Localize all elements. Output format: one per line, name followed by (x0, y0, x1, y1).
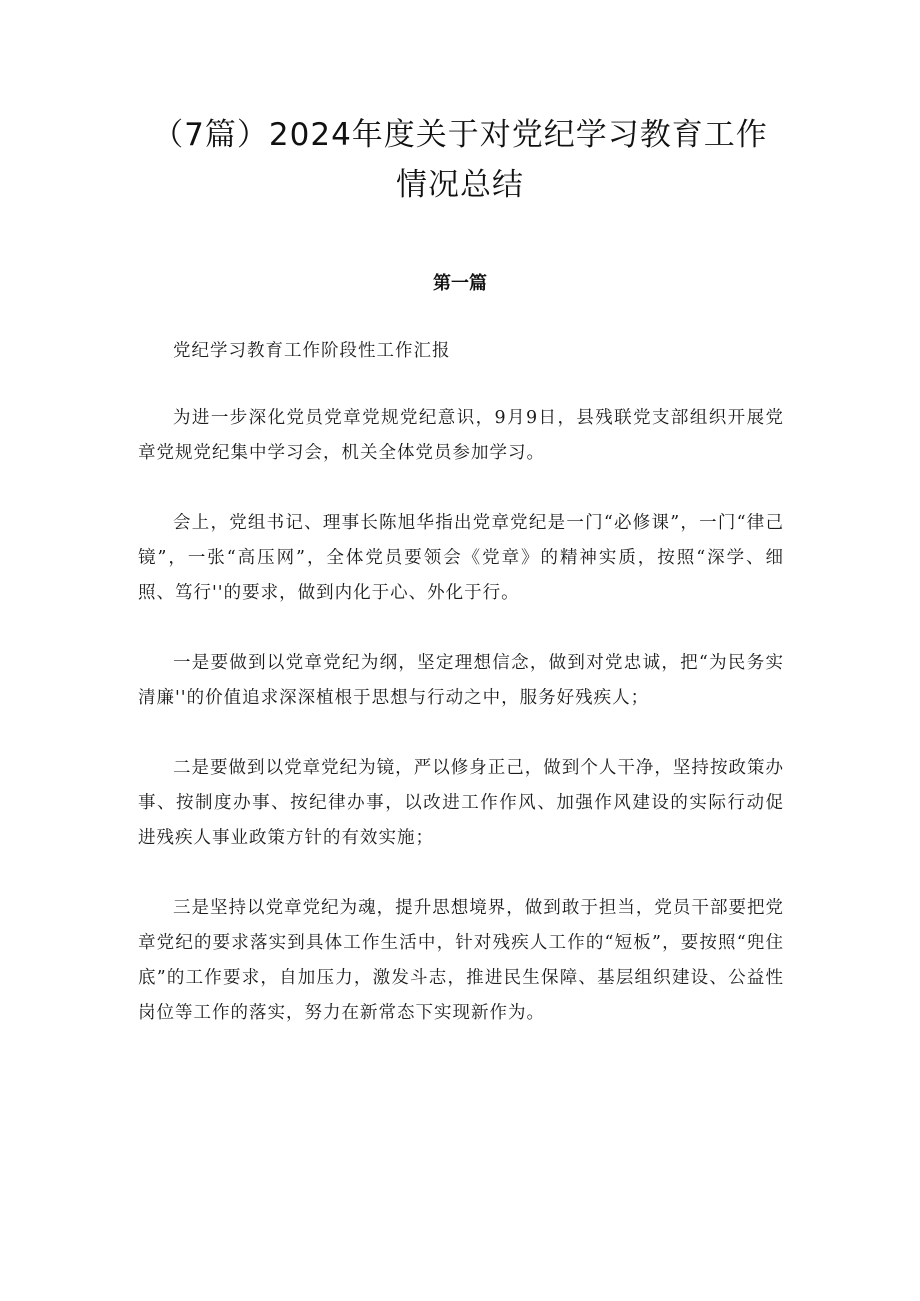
section-heading: 第一篇 (433, 273, 487, 294)
document-title (140, 110, 780, 210)
paragraph-point-two: 二是要做到以党章党纪为镜，严以修身正己，做到个人干净，坚持按政策办事、按制度办事、按纪律办事，以改进工作作风、加强作风建设的实际行动促进残疾人事业政策方针的有效实施； (138, 758, 784, 848)
document-body (138, 334, 784, 1066)
document-title-line-2: 情况总结 (396, 167, 524, 203)
document-title-line-1: （7篇）2024年度关于对党纪学习教育工作 (152, 117, 768, 153)
report-subtitle: 党纪学习教育工作阶段性工作汇报 (173, 341, 451, 361)
paragraph-intro: 为进一步深化党员党章党规党纪意识，9月9日，县残联党支部组织开展党章党规党纪集中学习会，机关全体党员参加学习。 (138, 408, 784, 463)
paragraph-point-three: 三是坚持以党章党纪为魂，提升思想境界，做到敢于担当，党员干部要把党章党纪的要求落实到具体工作生活中，针对残疾人工作的“短板”，要按照“兜住底”的工作要求，自加压力，激发斗志，推进民生保障、基层组织建设、公益性岗位等工作的落实，努力在新常态下实现新作为。 (138, 898, 784, 1023)
paragraph-meeting: 会上，党组书记、理事长陈旭华指出党章党纪是一门“必修课”，一门“律己镜”，一张“高压网”，全体党员要领会《党章》的精神实质，按照“深学、细照、笃行''的要求，做到内化于心、外化于行。 (138, 513, 784, 603)
paragraph-point-one: 一是要做到以党章党纪为纲，坚定理想信念，做到对党忠诚，把“为民务实清廉''的价值追求深深植根于思想与行动之中，服务好残疾人； (138, 653, 784, 708)
